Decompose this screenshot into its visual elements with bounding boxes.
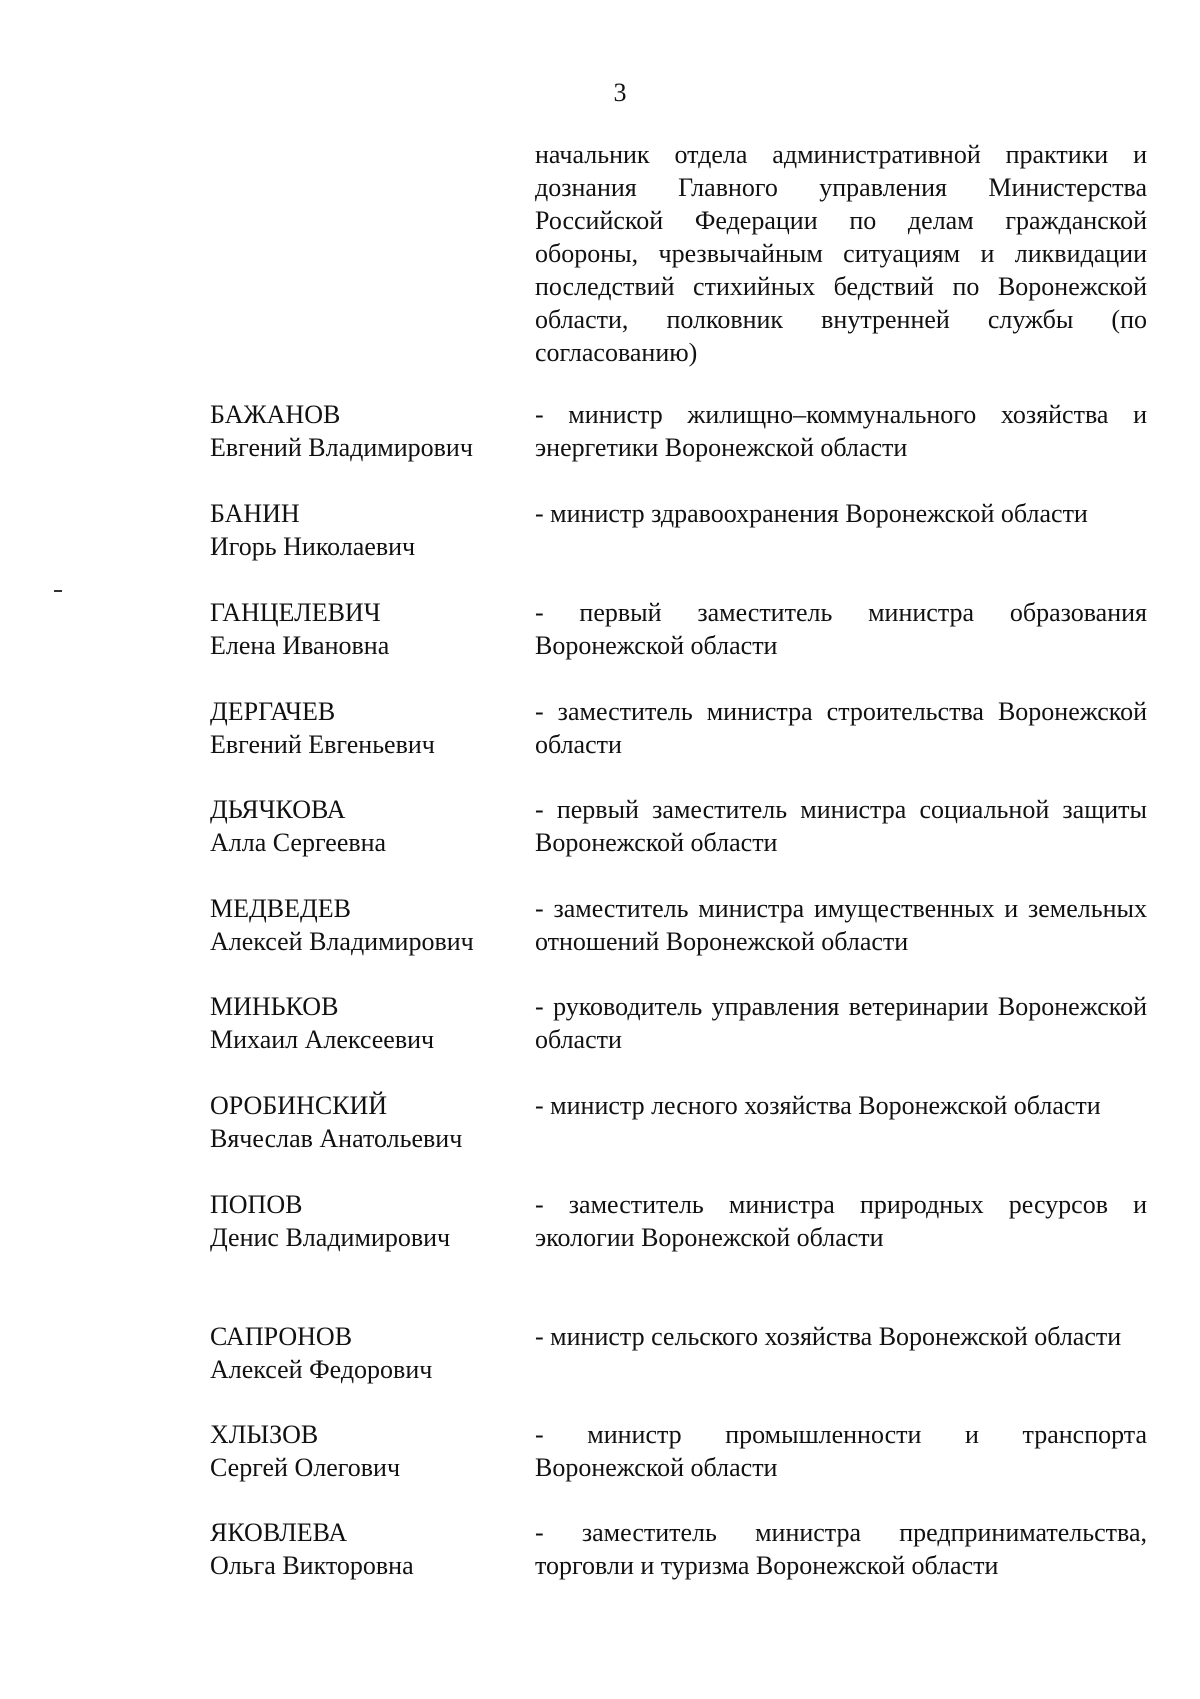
member-position: - заместитель министра строительства Воронежской области (535, 697, 1147, 759)
member-given-name: Алексей Федорович (210, 1355, 433, 1384)
member-name (210, 990, 530, 1056)
member-position: - министр здравоохранения Воронежской области (535, 499, 1088, 528)
member-surname: ДЬЯЧКОВА (210, 795, 346, 824)
member-surname: ОРОБИНСКИЙ (210, 1091, 388, 1120)
member-surname: МЕДВЕДЕВ (210, 894, 351, 923)
member-position: - министр лесного хозяйства Воронежской области (535, 1091, 1101, 1120)
member-surname: ГАНЦЕЛЕВИЧ (210, 598, 381, 627)
member-name (210, 1089, 530, 1155)
member-name (210, 793, 530, 859)
member-surname: САПРОНОВ (210, 1322, 353, 1351)
member-surname: ЯКОВЛЕВА (210, 1518, 348, 1547)
member-position: - заместитель министра предпринимательства, торговли и туризма Воронежской области (535, 1518, 1147, 1580)
member-given-name: Алла Сергеевна (210, 828, 387, 857)
member-given-name: Евгений Евгеньевич (210, 730, 435, 759)
member-surname: ДЕРГАЧЕВ (210, 697, 336, 726)
member-given-name: Денис Владимирович (210, 1223, 451, 1252)
member-name (210, 1320, 530, 1386)
member-name (210, 695, 530, 761)
member-name (210, 596, 530, 662)
member-name (210, 398, 530, 464)
member-given-name: Евгений Владимирович (210, 433, 473, 462)
member-given-name: Михаил Алексеевич (210, 1025, 435, 1054)
scan-artifact-mark (54, 590, 62, 592)
member-position: - первый заместитель министра образования Воронежской области (535, 598, 1147, 660)
member-given-name: Алексей Владимирович (210, 927, 474, 956)
member-surname: МИНЬКОВ (210, 992, 339, 1021)
member-given-name: Сергей Олегович (210, 1453, 401, 1482)
member-name (210, 1516, 530, 1582)
member-position: - руководитель управления ветеринарии Воронежской области (535, 992, 1147, 1054)
member-given-name: Игорь Николаевич (210, 532, 416, 561)
intro-position-text: начальник отдела административной практики и дознания Главного управления Министерства Российской Федерации по делам гражданской обороны, чрезвычайным ситуациям и ликвидации последствий стихийных бедствий по Воронежской области, полковник внутренней службы (по согласованию) (535, 140, 1147, 367)
member-surname: БАНИН (210, 499, 300, 528)
member-name (210, 497, 530, 563)
member-given-name: Ольга Викторовна (210, 1551, 414, 1580)
member-position: - министр жилищно–коммунального хозяйства и энергетики Воронежской области (535, 400, 1147, 462)
member-surname: БАЖАНОВ (210, 400, 341, 429)
member-given-name: Вячеслав Анатольевич (210, 1124, 463, 1153)
member-name (210, 892, 530, 958)
member-position: - первый заместитель министра социальной защиты Воронежской области (535, 795, 1147, 857)
member-position: - министр сельского хозяйства Воронежской области (535, 1322, 1122, 1351)
member-position: - министр промышленности и транспорта Воронежской области (535, 1420, 1147, 1482)
page-number: 3 (613, 78, 627, 107)
member-given-name: Елена Ивановна (210, 631, 390, 660)
member-surname: ПОПОВ (210, 1190, 303, 1219)
member-name (210, 1188, 530, 1254)
member-name (210, 1418, 530, 1484)
member-surname: ХЛЫЗОВ (210, 1420, 319, 1449)
member-position: - заместитель министра природных ресурсов и экологии Воронежской области (535, 1190, 1147, 1252)
member-position: - заместитель министра имущественных и земельных отношений Воронежской области (535, 894, 1147, 956)
